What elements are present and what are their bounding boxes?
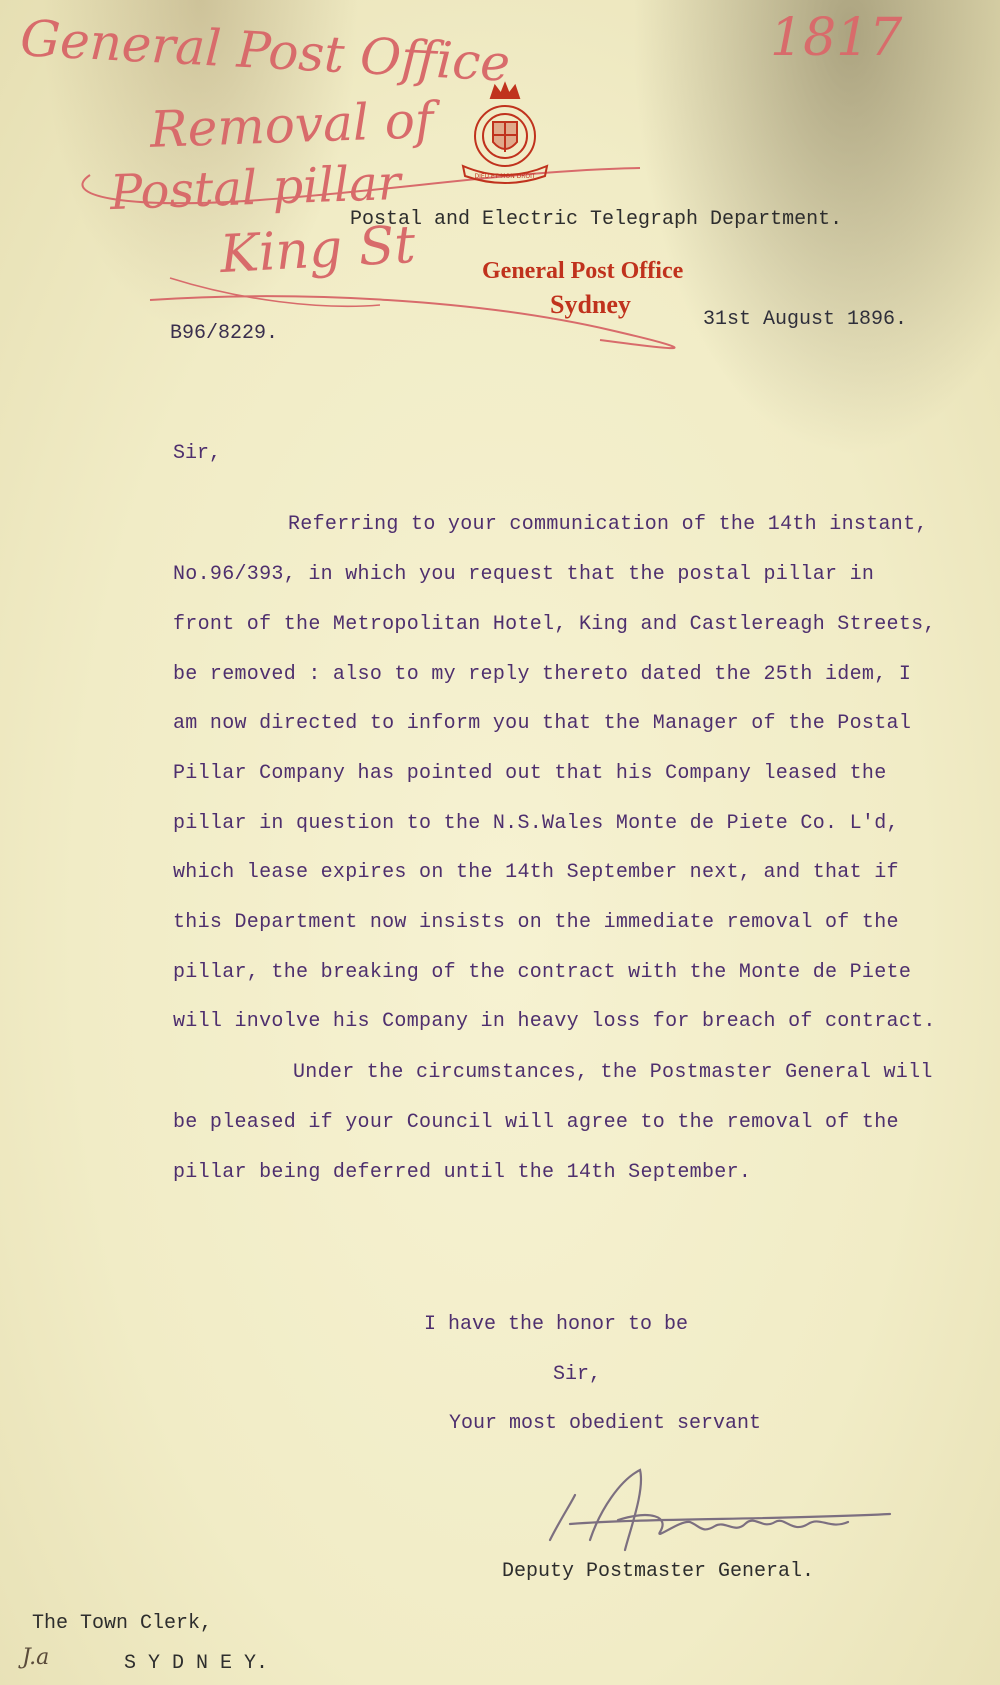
- addressee-city: S Y D N E Y.: [124, 1652, 269, 1675]
- closing-servant: Your most obedient servant: [449, 1412, 762, 1435]
- body-line: pillar in question to the N.S.Wales Monte de Piete Co. L'd,: [173, 812, 899, 835]
- body-line: this Department now insists on the immediate removal of the: [173, 911, 899, 934]
- letter-date: 31st August 1896.: [703, 308, 908, 331]
- annotation-file-number: 1817: [770, 8, 903, 68]
- body-line: will involve his Company in heavy loss for breach of contract.: [173, 1010, 936, 1033]
- annotation-postal-pillar: Postal pillar: [109, 154, 402, 222]
- signature: [530, 1450, 900, 1570]
- body-line: Pillar Company has pointed out that his Company leased the: [173, 762, 887, 785]
- body-line: No.96/393, in which you request that the postal pillar in: [173, 563, 875, 586]
- letterhead-city: Sydney: [550, 290, 631, 319]
- letterhead-department: Postal and Electric Telegraph Department.: [350, 208, 843, 231]
- body-line: which lease expires on the 14th September next, and that if: [173, 861, 899, 884]
- annotation-general-post-office: General Post Office: [18, 9, 512, 93]
- royal-crest-icon: [455, 80, 555, 190]
- addressee-name: The Town Clerk,: [32, 1612, 213, 1635]
- annotation-king-st: King St: [218, 214, 417, 286]
- body-line: be pleased if your Council will agree to the removal of the: [173, 1111, 899, 1134]
- letterhead-office: General Post Office: [482, 258, 684, 284]
- addressee-initials: J.a: [22, 1645, 50, 1670]
- body-line: Referring to your communication of the 14th instant,: [288, 513, 928, 536]
- body-line: am now directed to inform you that the Manager of the Postal: [173, 712, 912, 735]
- body-line: pillar, the breaking of the contract with the Monte de Piete: [173, 961, 912, 984]
- body-line: pillar being deferred until the 14th September.: [173, 1161, 752, 1184]
- crest-motto: DIEU ET MON DROIT: [474, 173, 536, 180]
- closing-line: I have the honor to be: [424, 1313, 689, 1336]
- salutation: Sir,: [173, 442, 222, 465]
- body-line: be removed : also to my reply thereto dated the 25th idem, I: [173, 663, 912, 686]
- annotation-removal-of: Removal of: [149, 91, 435, 159]
- body-line: front of the Metropolitan Hotel, King and Castlereagh Streets,: [173, 613, 936, 636]
- closing-title: Deputy Postmaster General.: [502, 1560, 815, 1583]
- closing-sir: Sir,: [553, 1363, 602, 1386]
- body-line: Under the circumstances, the Postmaster General will: [293, 1061, 933, 1084]
- reference-number: B96/8229.: [170, 322, 279, 345]
